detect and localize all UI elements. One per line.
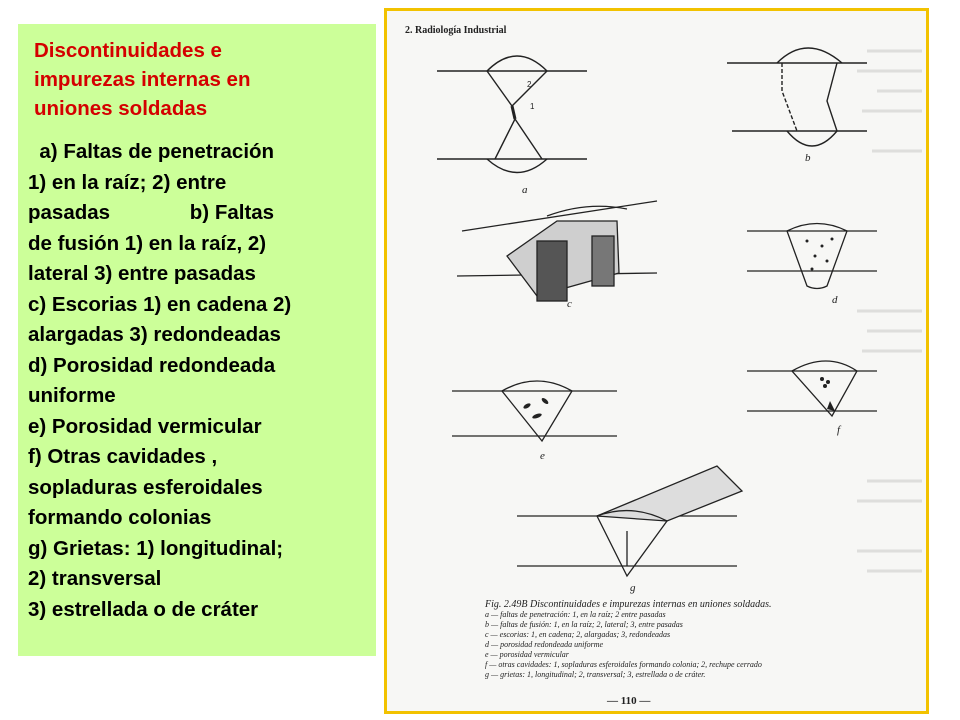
body-line: pasadas b) Faltas <box>28 201 275 224</box>
weld-f <box>747 361 877 416</box>
body-line: c) Escorias 1) en cadena 2) <box>28 292 292 316</box>
body-line: 1) en la raíz; 2) entre <box>28 170 227 194</box>
body-line: g) Grietas: 1) longitudinal; <box>28 536 284 560</box>
panel-title: Discontinuidades e impurezas internas en uniones soldadas <box>34 39 251 120</box>
body-line: f) Otras cavidades , <box>28 445 218 468</box>
body-line: 2) transversal <box>28 567 162 590</box>
label-a: a <box>522 184 528 196</box>
caption-line: c — escorias: 1, en cadena; 2, alargadas; 3, redondeadas <box>485 630 671 639</box>
label-c: c <box>567 298 572 310</box>
weld-a <box>437 56 587 173</box>
weld-d <box>747 224 877 289</box>
weld-b <box>727 48 867 146</box>
figure-caption <box>485 599 915 680</box>
body-line: a) Faltas de penetración <box>28 140 275 163</box>
label-e: e <box>540 450 545 462</box>
label-d: d <box>832 294 838 306</box>
description-panel <box>18 24 376 656</box>
panel-body <box>28 137 366 625</box>
label-g: g <box>630 582 636 594</box>
label-b: b <box>805 152 811 164</box>
caption-line: e — porosidad vermicular <box>485 650 569 659</box>
body-line: 3) estrellada o de cráter <box>28 597 259 621</box>
body-line: lateral 3) entre pasadas <box>28 262 256 285</box>
caption-line: a — faltas de penetración: 1, en la raíz; 2 entre pasadas <box>485 610 666 619</box>
body-line: formando colonias <box>28 506 212 529</box>
weld-g <box>517 466 742 576</box>
body-line: sopladuras esferoidales <box>28 475 263 499</box>
weld-c <box>457 201 657 301</box>
body-line: de fusión 1) en la raíz, 2) <box>28 231 267 255</box>
weld-e <box>452 381 617 441</box>
caption-title: Fig. 2.49B Discontinuidades e impurezas internas en uniones soldadas. <box>485 599 772 610</box>
num-a1: 1 <box>530 102 535 111</box>
caption-line: b — faltas de fusión: 1, en la raíz; 2, lateral; 3, entre pasadas <box>485 620 683 629</box>
caption-line: g — grietas: 1, longitudinal; 2, transversal; 3, estrellada o de cráter. <box>485 670 706 679</box>
body-line: uniforme <box>28 384 116 407</box>
caption-line: f — otras cavidades: 1, sopladuras esferoidales formando colonia; 2, rechupe cerrado <box>485 660 762 669</box>
body-line: d) Porosidad redondeada <box>28 353 276 377</box>
caption-line: d — porosidad redondeada uniforme <box>485 640 604 649</box>
label-f: f <box>837 424 841 436</box>
num-a2: 2 <box>527 80 532 89</box>
page-number: — 110 — <box>607 695 651 707</box>
bleed-through-texture <box>857 51 922 571</box>
scanned-page <box>384 8 929 714</box>
body-line: e) Porosidad vermicular <box>28 414 262 438</box>
body-line: alargadas 3) redondeadas <box>28 323 281 346</box>
page-header: 2. Radiología Industrial <box>405 25 507 36</box>
